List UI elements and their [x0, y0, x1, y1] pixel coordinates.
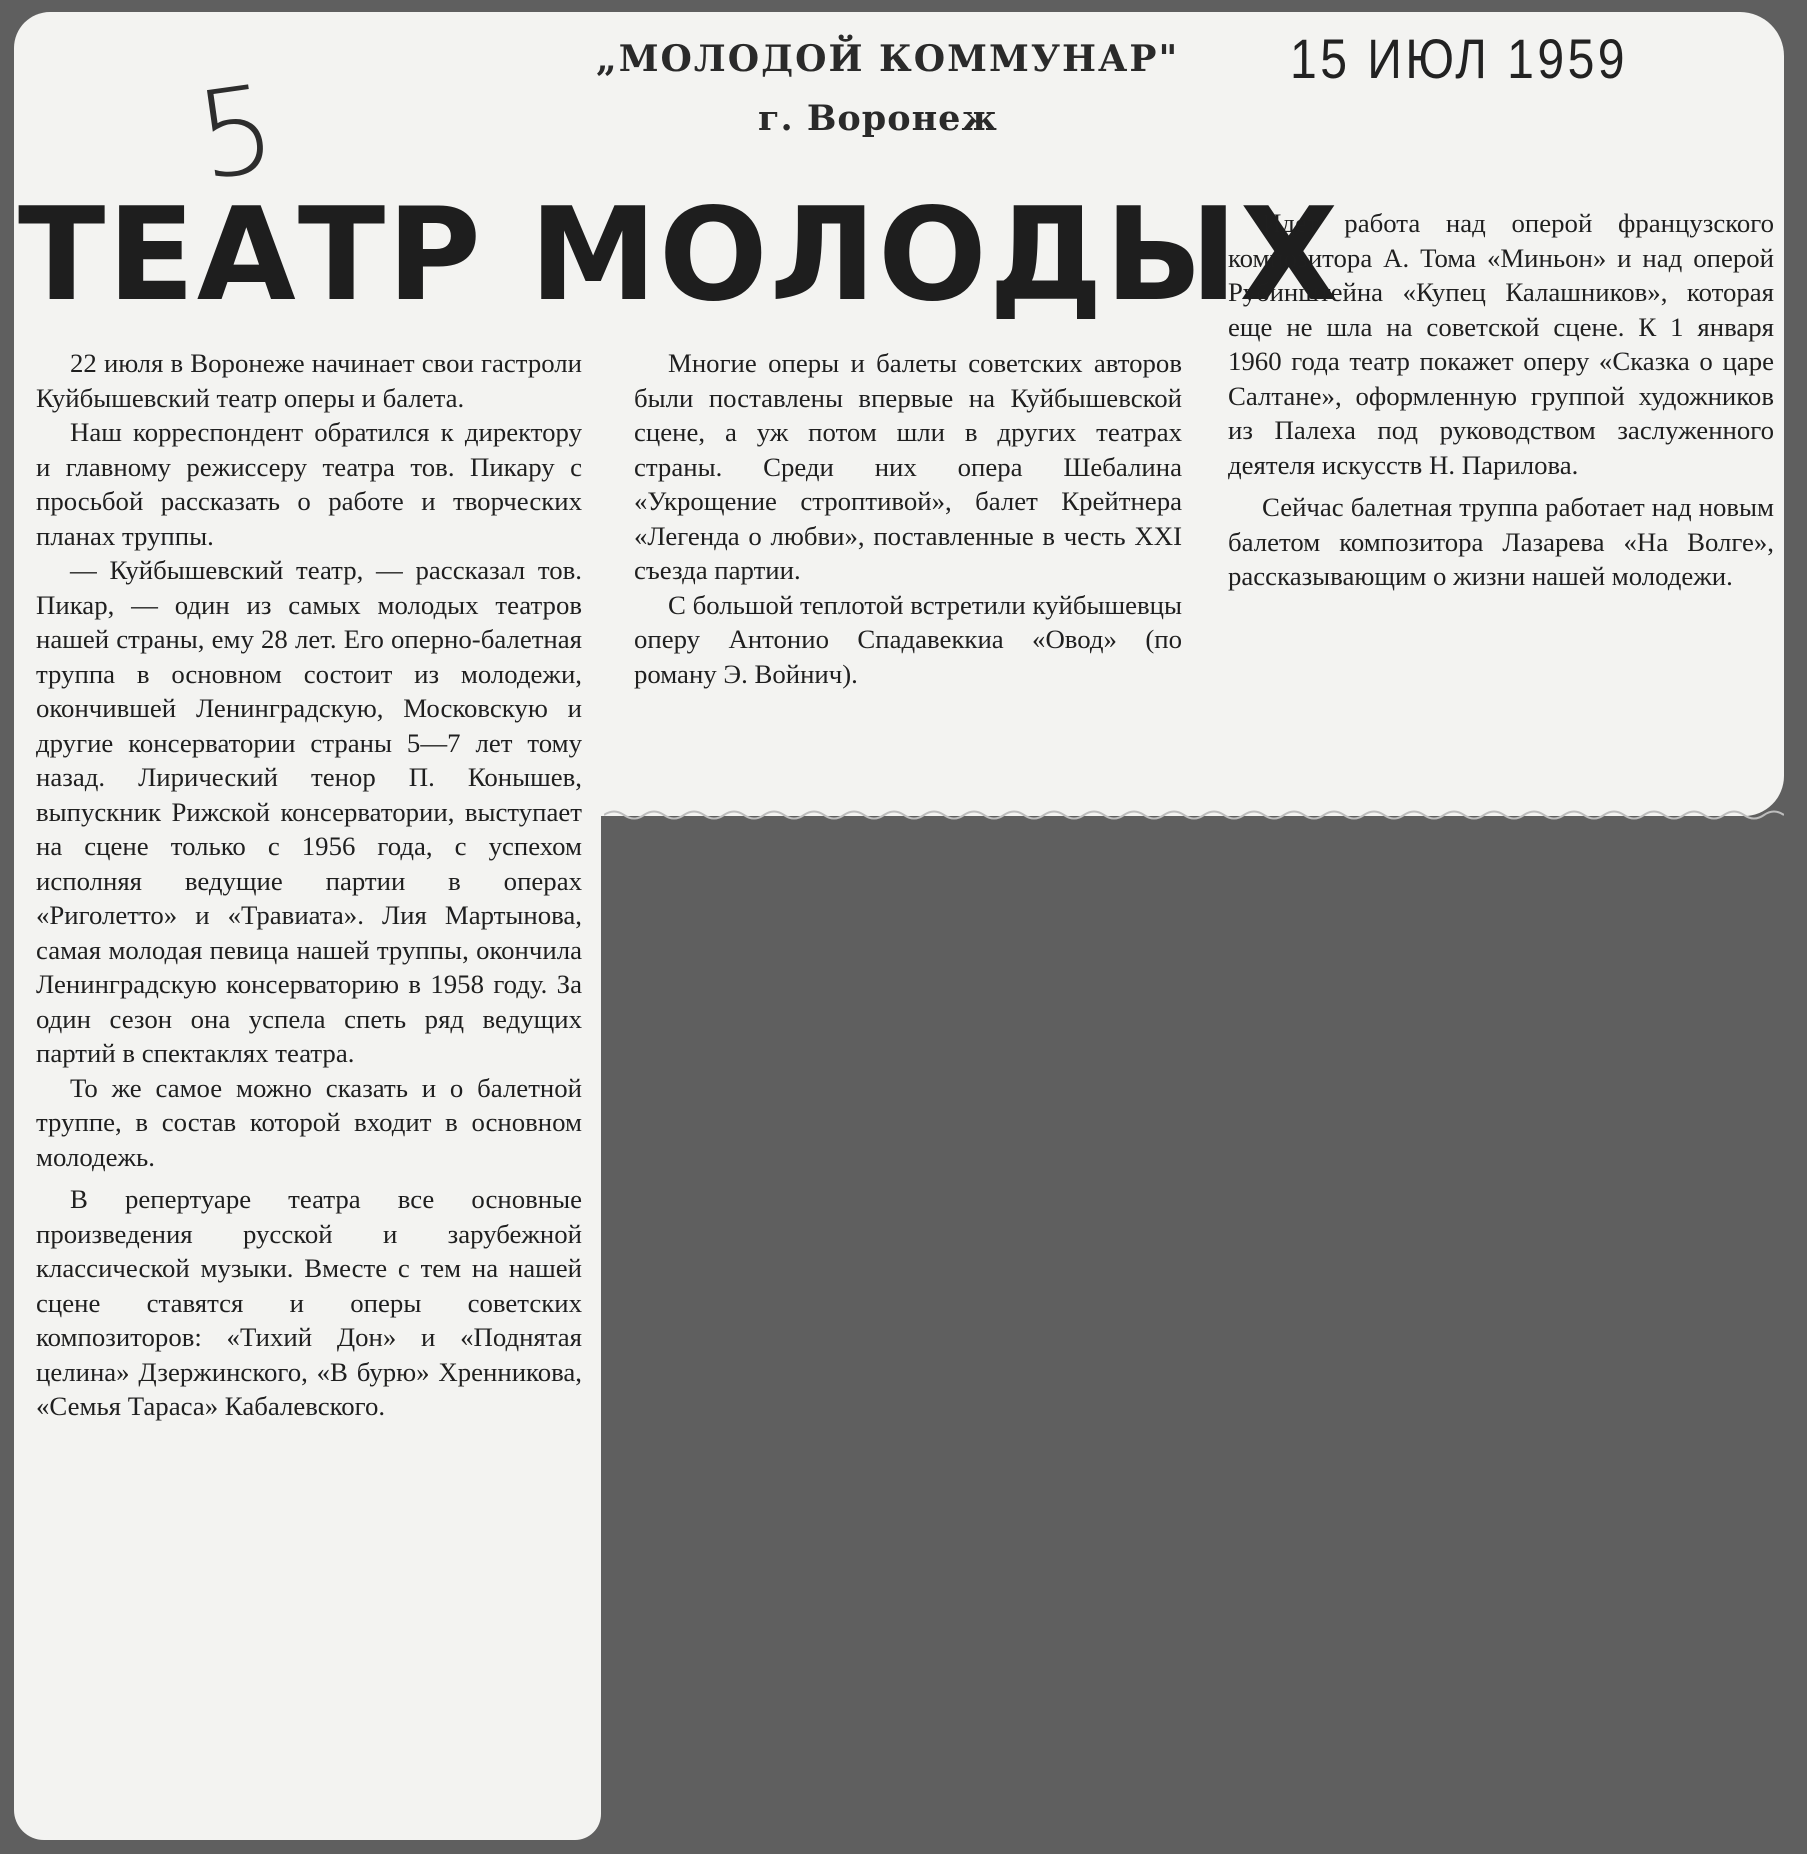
paragraph: Наш корреспондент обратился к директору и главному режиссеру театра тов. Пикару с просьбой рассказать о работе и творческих планах труппы.: [36, 417, 582, 551]
article-column-2: [634, 346, 1182, 691]
article-column-3: [1228, 206, 1774, 594]
newspaper-city: г. Воронеж: [758, 98, 998, 139]
date-stamp: 15 ИЮЛ 1959: [1290, 27, 1629, 90]
paragraph: — Куйбышевский театр, — рассказал тов. Пикар, — один из самых молодых театров нашей страны, ему 28 лет. Его оперно-балетная труппа в основном состоит из молодежи, окончившей Ленинградскую, Московскую и другие консерватории страны 5—7 лет тому назад. Лирический тенор П. Конышев, выпускник Рижской консерватории, выступает на сцене только с 1956 года, с успехом исполняя ведущие партии в операх «Риголетто» и «Травиата». Лия Мартынова, самая молодая певица нашей труппы, окончила Ленинградскую консерваторию в 1958 году. За один сезон она успела спеть ряд ведущих партий в спектаклях театра.: [36, 555, 582, 1068]
torn-edge-decoration: [604, 808, 1784, 822]
paragraph: Многие оперы и балеты советских авторов были поставлены впервые на Куйбышевской сцене, а уж потом шли в других театрах страны. Среди них опера Шебалина «Укрощение строптивой», балет Крейтнера «Легенда о любви», поставленные в честь XXI съезда партии.: [634, 348, 1182, 585]
paragraph: Идет работа над оперой французского композитора А. Тома «Миньон» и над оперой Рубинштейна «Купец Калашников», которая еще не шла на советской сцене. К 1 января 1960 года театр покажет оперу «Сказка о царе Салтане», оформленную группой художников из Палеха под руководством заслуженного деятеля искусств Н. Парилова.: [1228, 208, 1774, 480]
paragraph: То же самое можно сказать и о балетной труппе, в состав которой входит в основном молодежь.: [36, 1072, 582, 1172]
paragraph: Сейчас балетная труппа работает над новым балетом композитора Лазарева «На Волге», рассказывающим о жизни нашей молодежи.: [1228, 492, 1774, 591]
paragraph: С большой теплотой встретили куйбышевцы оперу Антонио Спадавеккиа «Овод» (по роману Э. Войнич).: [634, 589, 1182, 689]
article-headline: ТЕАТР МОЛОДЫХ: [18, 181, 1341, 330]
paragraph: 22 июля в Воронеже начинает свои гастроли Куйбышевский театр оперы и балета.: [36, 348, 582, 413]
article-column-1: [36, 346, 582, 1424]
paragraph: В репертуаре театра все основные произведения русской и зарубежной классической музыки. Вместе с тем на нашей сцене ставятся и оперы советских композиторов: «Тихий Дон» и «Поднятая целина» Дзержинского, «В бурю» Хренникова, «Семья Тараса» Кабалевского.: [36, 1184, 582, 1421]
handwritten-archive-number: 5: [188, 59, 284, 208]
newspaper-name: „МОЛОДОЙ КОММУНАР": [596, 38, 1180, 80]
